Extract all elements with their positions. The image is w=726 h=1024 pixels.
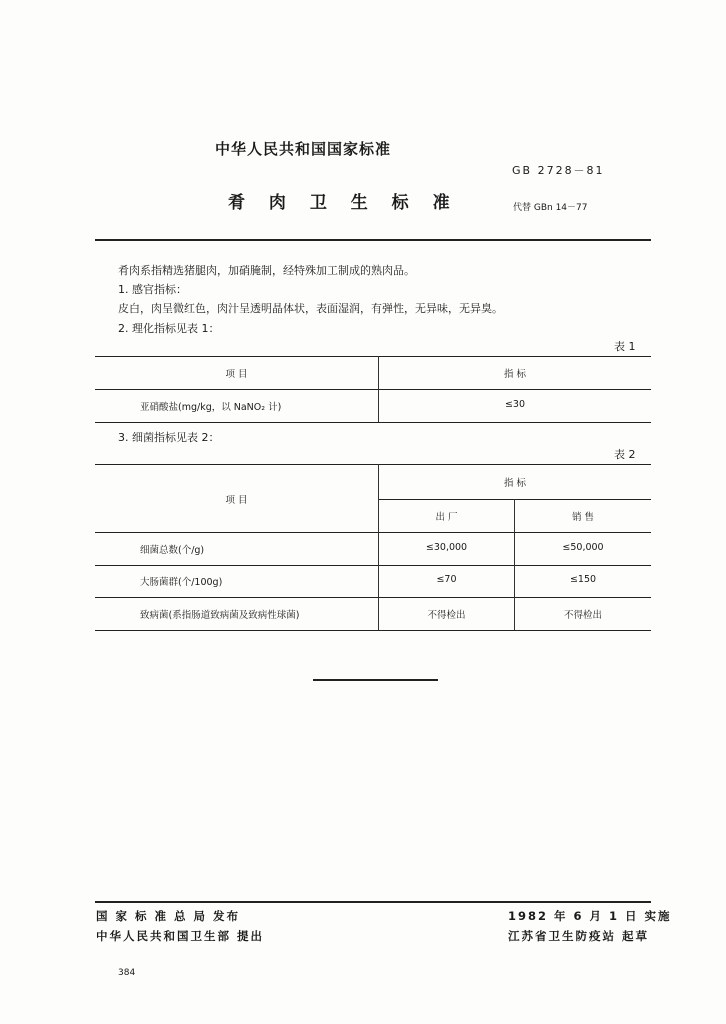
- footer-proposer: 中华人民共和国卫生部 提出: [96, 929, 265, 943]
- table-2-row-1-rule: [95, 565, 651, 566]
- table-1-header-rule: [95, 389, 651, 390]
- standard-code: GB 2728－81: [512, 164, 605, 177]
- table-2-row-factory: 不得检出: [427, 610, 466, 621]
- table-2-row-sale: ≤50,000: [562, 542, 604, 553]
- footer-divider: [95, 901, 651, 903]
- table-2-row-item: 细菌总数(个/g): [140, 545, 205, 556]
- footer-issuer: 国 家 标 准 总 局 发布: [96, 909, 241, 923]
- section-3-heading: 3. 细菌指标见表 2：: [118, 431, 220, 444]
- table-2-subheader-rule: [379, 499, 651, 500]
- footer-implement-date: 1982 年 6 月 1 日 实施: [508, 909, 672, 923]
- table-2-header-index: 指 标: [503, 478, 527, 489]
- table-1-header-index: 指 标: [503, 369, 527, 380]
- table-1-row-value: ≤30: [504, 399, 526, 410]
- table-2-header-item: 项 目: [225, 495, 248, 506]
- table-1-label: 表 1: [614, 340, 636, 353]
- table-2-header-factory: 出 厂: [435, 512, 458, 523]
- table-2-row-sale: ≤150: [569, 574, 597, 585]
- table-2-row-item: 致病菌(系指肠道致病菌及致病性球菌): [140, 610, 300, 621]
- section-2-heading: 2. 理化指标见表 1：: [118, 322, 220, 335]
- table-2-row-factory: ≤30,000: [425, 542, 468, 553]
- footer-drafter: 江苏省卫生防疫站 起草: [508, 929, 650, 943]
- section-1-heading: 1. 感官指标：: [118, 283, 187, 296]
- table-2-header-sale: 销 售: [571, 512, 595, 523]
- section-1-text: 皮白，肉呈微红色，肉汁呈透明晶体状，表面湿润，有弹性，无异味，无异臭。: [118, 302, 503, 315]
- table-2-top-rule: [95, 464, 651, 465]
- header-divider: [95, 239, 651, 241]
- table-2-header-rule: [95, 532, 651, 533]
- end-of-text-rule: [313, 679, 438, 681]
- table-2-label: 表 2: [614, 448, 636, 461]
- replaces-standard: 代替 GBn 14－77: [513, 203, 588, 213]
- intro-paragraph: 肴肉系指精选猪腿肉，加硝腌制，经特殊加工制成的熟肉品。: [118, 264, 415, 277]
- table-2-row-item: 大肠菌群(个/100g): [140, 577, 223, 588]
- table-1-bottom-rule: [95, 422, 651, 423]
- table-2-row-sale: 不得检出: [563, 610, 602, 621]
- table-2-bottom-rule: [95, 630, 651, 631]
- table-1-header-item: 项 目: [225, 369, 248, 380]
- table-1-row-item: 亚硝酸盐(mg/kg，以 NaNO₂ 计): [140, 402, 282, 413]
- national-standard-heading: 中华人民共和国国家标准: [215, 140, 392, 158]
- table-2-row-factory: ≤70: [436, 574, 457, 585]
- table-1-top-rule: [95, 356, 651, 357]
- document-title: 肴 肉 卫 生 标 准: [228, 193, 459, 213]
- page-number: 384: [118, 968, 136, 978]
- table-2-row-2-rule: [95, 597, 651, 598]
